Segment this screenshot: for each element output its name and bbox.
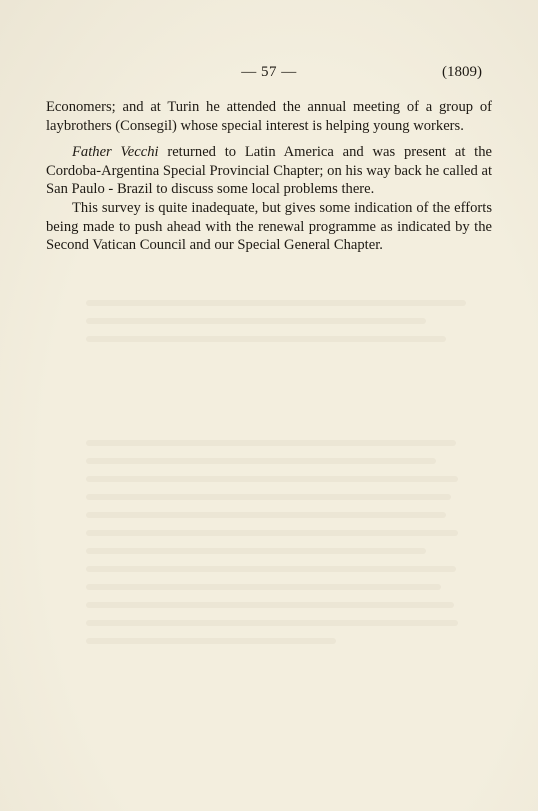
show-through-mark: [86, 494, 451, 500]
paragraph-father-vecchi-text: returned to Latin America and was present at the Cordoba-Argentina Special Provincial Chapter; on his way back he called at San Paulo - Brazil to discuss some local problems there.: [46, 144, 492, 198]
show-through-mark: [86, 638, 336, 644]
show-through-mark: [86, 476, 458, 482]
show-through-mark: [86, 318, 426, 324]
person-name: Father Vecchi: [72, 144, 159, 161]
show-through-mark: [86, 336, 446, 342]
show-through-mark: [86, 512, 446, 518]
page-number: — 57 —: [241, 64, 297, 80]
paragraph-survey: This survey is quite inadequate, but gives some indication of the efforts being made to push ahead with the renewal programme as indicated by the Second Vatican Council and our Special General Chapter.: [46, 199, 492, 254]
show-through-mark: [86, 602, 454, 608]
show-through-mark: [86, 300, 466, 306]
show-through-mark: [86, 566, 456, 572]
show-through-mark: [86, 530, 458, 536]
page-header: [0, 64, 538, 86]
body-text: [46, 98, 492, 255]
show-through-mark: [86, 458, 436, 464]
document-number: (1809): [442, 64, 482, 80]
paragraph-economers: Economers; and at Turin he attended the annual meeting of a group of laybrothers (Consegil) whose special interest is helping young workers.: [46, 99, 492, 134]
paragraph-father-vecchi: [46, 143, 492, 199]
show-through-mark: [86, 620, 458, 626]
show-through-mark: [86, 440, 456, 446]
show-through-mark: [86, 584, 441, 590]
show-through-mark: [86, 548, 426, 554]
